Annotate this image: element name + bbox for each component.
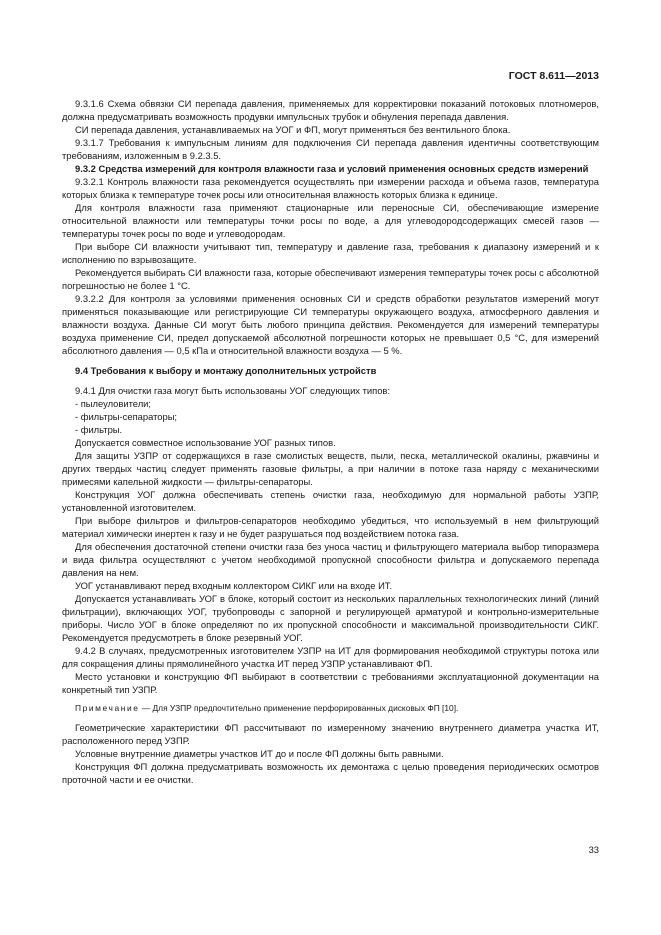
paragraph-9-3-2-2: 9.3.2.2 Для контроля за условиями применения основных СИ и средств обработки результатов измерений могут применяться показывающие или регистрирующие СИ температуры окружающего воздуха, атмосферного давления и влажности воздуха. Данные СИ могут быть любого принципа действия. Рекомендуется для измерений температуры воздуха применение СИ, предел допускаемой абсолютной погрешности которых не превышает 0,5 °С, для измерений абсолютного давления — 0,5 кПа и относительной влажности воздуха — 5 %. <box>62 293 599 356</box>
paragraph: Для контроля влажности газа применяют стационарные или переносные СИ, обеспечивающие измерение относительной влажности или температуры точки росы по воде, а для углеводородсодержащих смесей газов — температуры точек росы по воде и углеводородам. <box>62 202 599 239</box>
paragraph: Для обеспечения достаточной степени очистки газа без уноса частиц и фильтрующего материала выбор типоразмера и вида фильтра осуществляют с учетом необходимой пропускной способности фильтра и допускаемого перепада давления на нем. <box>62 541 599 578</box>
page-body <box>62 97 599 786</box>
paragraph: УОГ устанавливают перед входным коллектором СИКГ или на входе ИТ. <box>75 580 393 591</box>
paragraph: Условные внутренние диаметры участков ИТ до и после ФП должны быть равными. <box>75 748 444 759</box>
note-text: — Для УЗПР предпочтительно применение перфорированных дисковых ФП [10]. <box>139 703 459 713</box>
note-label: Примечание <box>75 703 140 713</box>
page-number: 33 <box>588 844 599 855</box>
paragraph: Для защиты УЗПР от содержащихся в газе смолистых веществ, пыли, песка, металлической окалины, ржавчины и других твердых частиц следует применять газовые фильтры, а при наличии в потоке газа наряду с механическими примесями капельной жидкости — фильтры-сепараторы. <box>62 450 599 487</box>
paragraph: СИ перепада давления, устанавливаемых на УОГ и ФП, могут применяться без вентильного блока. <box>75 124 511 135</box>
paragraph: Конструкция ФП должна предусматривать возможность их демонтажа с целью проведения периодических осмотров проточной части и ее очистки. <box>62 761 599 785</box>
paragraph: Допускается совместное использование УОГ разных типов. <box>75 437 336 448</box>
paragraph: Конструкция УОГ должна обеспечивать степень очистки газа, необходимую для нормальной работы УЗПР, установленной изготовителем. <box>62 489 599 513</box>
standard-code: ГОСТ 8.611—2013 <box>508 70 599 82</box>
list-item: - фильтры. <box>75 424 123 435</box>
paragraph: Рекомендуется выбирать СИ влажности газа, которые обеспечивают измерения температуры точек росы с абсолютной погрешностью не более 1 °С. <box>62 267 599 291</box>
paragraph: Место установки и конструкцию ФП выбирают в соответствии с требованиями эксплуатационной документации на конкретный тип УЗПР. <box>62 671 599 695</box>
list-item: - фильтры-сепараторы; <box>75 411 178 422</box>
paragraph: Допускается устанавливать УОГ в блоке, который состоит из нескольких параллельных технологических линий (линий фильтрации), включающих УОГ, трубопроводы с запорной и регулирующей арматурой и контрольно-измерительные приборы. Число УОГ в блоке определяют по их пропускной способности и максимальной производительности СИКГ. Рекомендуется предусмотреть в блоке резервный УОГ. <box>62 593 599 643</box>
paragraph: Геометрические характеристики ФП рассчитывают по измеренному значению внутреннего диаметра участка ИТ, расположенного перед УЗПР. <box>62 722 599 746</box>
paragraph-9-3-2-1: 9.3.2.1 Контроль влажности газа рекомендуется осуществлять при измерении расхода и объема газов, температура которых близка к температуре точек росы или относительная влажность которых близка к единице. <box>62 176 599 200</box>
paragraph-9-4-2: 9.4.2 В случаях, предусмотренных изготовителем УЗПР на ИТ для формирования необходимой структуры потока или для сокращения длины прямолинейного участка ИТ перед УЗПР устанавливают ФП. <box>62 645 599 669</box>
paragraph-9-4-1: 9.4.1 Для очистки газа могут быть использованы УОГ следующих типов: <box>75 385 391 396</box>
note <box>62 702 599 715</box>
paragraph-9-3-1-6: 9.3.1.6 Схема обвязки СИ перепада давления, применяемых для корректировки показаний потоковых плотномеров, должна предусматривать возможность продувки импульсных трубок и обнуления перепада давления. <box>62 98 599 122</box>
list-item: - пылеуловители; <box>75 398 152 409</box>
section-heading-9-4: 9.4 Требования к выбору и монтажу дополнительных устройств <box>75 365 377 376</box>
paragraph: При выборе фильтров и фильтров-сепараторов необходимо убедиться, что используемый в нем фильтрующий материал химически инертен к газу и не будет разрушаться под воздействием потока газа. <box>62 515 599 539</box>
section-heading-9-3-2: 9.3.2 Средства измерений для контроля влажности газа и условий применения основных средств измерений <box>75 163 589 174</box>
paragraph-9-3-1-7: 9.3.1.7 Требования к импульсным линиям для подключения СИ перепада давления идентичны соответствующим требованиям, изложенным в 9.2.3.5. <box>62 137 599 161</box>
paragraph: При выборе СИ влажности учитывают тип, температуру и давление газа, требования к диапазону измерений и к исполнению по взрывозащите. <box>62 241 599 265</box>
